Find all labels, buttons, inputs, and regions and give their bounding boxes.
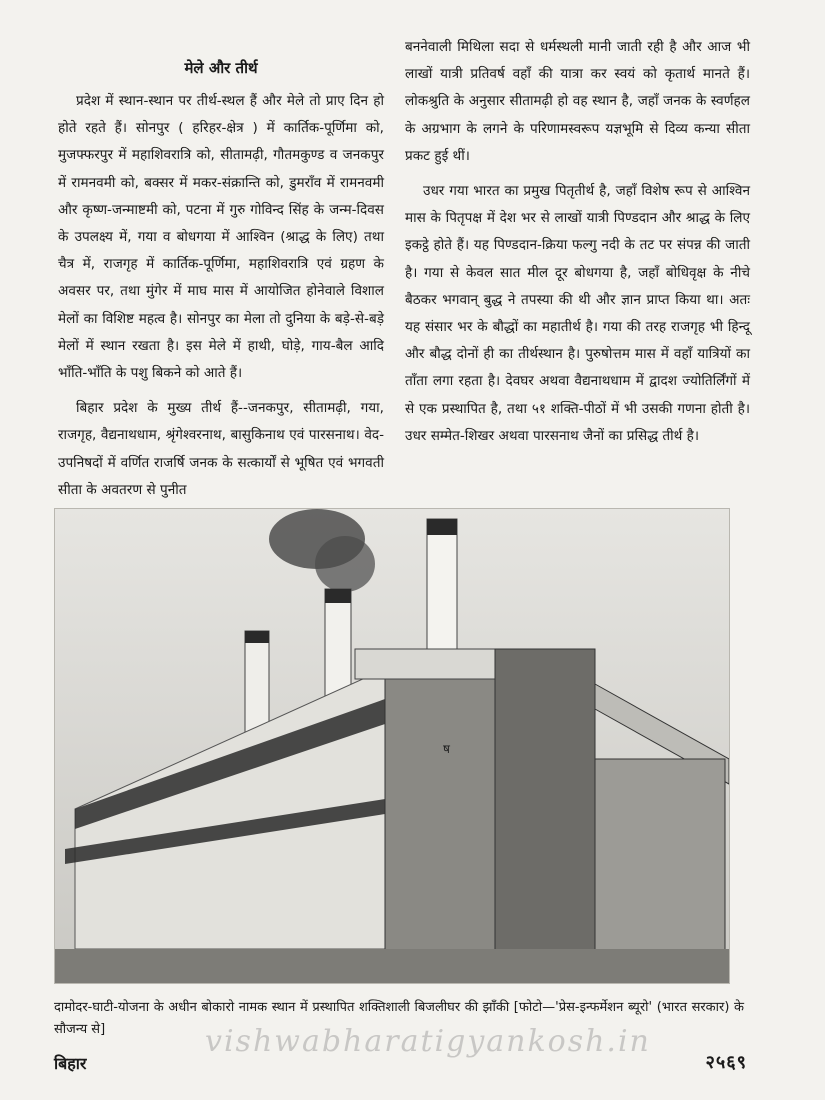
left-paragraph-2: बिहार प्रदेश के मुख्य तीर्थ हैं--जनकपुर, सीतामढ़ी, गया, राजगृह, वैद्यनाथधाम, श्रृंगेश्वरनाथ, बासुकिनाथ एवं पारसनाथ। वेद-उपनिषदों में वर्णित राजर्षि जनक के सत्कार्यों से भूषित एवं भगवती सीता के अवतरण से पुनीत xyxy=(58,400,384,498)
power-station-illustration xyxy=(55,509,729,983)
building-label: ष xyxy=(443,742,450,756)
boiler-house xyxy=(385,669,495,954)
ground xyxy=(55,949,729,983)
right-column xyxy=(405,34,750,450)
watermark: vishwabharatigyankosh.in xyxy=(205,1024,651,1059)
power-station-photo xyxy=(54,508,730,984)
right-paragraph-2: उधर गया भारत का प्रमुख पितृतीर्थ है, जहाँ विशेष रूप से आश्विन मास के पितृपक्ष में देश भर से लाखों यात्री पिण्डदान और श्राद्ध के लिए इकट्ठे होते हैं। यह पिण्डदान-क्रिया फल्गु नदी के तट पर संपन्न की जाती है। गया से केवल सात मील दूर बोधगया है, जहाँ बोधिवृक्ष के नीचे बैठकर भगवान् बुद्ध ने तपस्या की थी और ज्ञान प्राप्त किया था। अतः यह संसार भर के बौद्धों का महातीर्थ है। गया की तरह राजगृह भी हिन्दू और बौद्ध दोनों ही का तीर्थस्थान है। पुरुषोत्तम मास में वहाँ यात्रियों का ताँता लगा रहता है। देवघर अथवा वैद्यनाथधाम में द्वादश ज्योतिर्लिंगों में से एक प्रस्थापित है, तथा ५१ शक्ति-पीठों में भी उसकी गणना होती है। उधर सम्मेत-शिखर अथवा पारसनाथ जैनों का प्रसिद्ध तीर्थ है। xyxy=(405,183,750,444)
page-number: २५६९ xyxy=(705,1052,747,1073)
photo-caption: दामोदर-घाटी-योजना के अधीन बोकारो नामक स्थान में प्रस्थापित शक्तिशाली बिजलीघर की झाँकी [फोटो—'प्रेस-इन्फर्मेशन ब्यूरो' (भारत सरकार) के सौजन्य से] xyxy=(54,1000,744,1037)
section-heading: मेले और तीर्थ xyxy=(184,59,258,77)
tower-block xyxy=(495,649,595,954)
footer-section-label: बिहार xyxy=(54,1054,87,1073)
left-paragraph-1: प्रदेश में स्थान-स्थान पर तीर्थ-स्थल हैं और मेले तो प्राए दिन हो होते रहते हैं। सोनपुर ( हरिहर-क्षेत्र ) में कार्तिक-पूर्णिमा को, मुजफ्फरपुर में महाशिवरात्रि को, सीतामढ़ी, गौतमकुण्ड व जनकपुर में रामनवमी को, बक्सर में मकर-संक्रान्ति को, डुमराँव में रामनवमी और कृष्ण-जन्माष्टमी को, पटना में गुरु गोविन्द सिंह के जन्म-दिवस के उपलक्ष्य में, गया व बोधगया में आश्विन (श्राद्ध के लिए) तथा चैत्र में, राजगृह में कार्तिक-पूर्णिमा, महाशिवरात्रि एवं ग्रहण के अवसर पर, तथा मुंगेर में माघ मास में आयोजित होनेवाले विशाल मेलों का विशिष्ट महत्व है। सोनपुर का मेला तो दुनिया के बड़े-से-बड़े मेलों में स्थान रखता है। इस मेले में हाथी, घोड़े, गाय-बैल आदि भाँति-भाँति के पशु बिकने को आते हैं। xyxy=(58,93,384,382)
left-column xyxy=(58,54,384,504)
right-paragraph-1: बननेवाली मिथिला सदा से धर्मस्थली मानी जाती रही है और आज भी लाखों यात्री प्रतिवर्ष वहाँ की यात्रा कर स्वयं को कृतार्थ मानते हैं। लोकश्रुति के अनुसार सीतामढ़ी हो वह स्थान है, जहाँ जनक के स्वर्णहल के अग्रभाग के लगने के परिणामस्वरूप यज्ञभूमि से दिव्य कन्या सीता प्रकट हुई थीं। xyxy=(405,39,750,164)
